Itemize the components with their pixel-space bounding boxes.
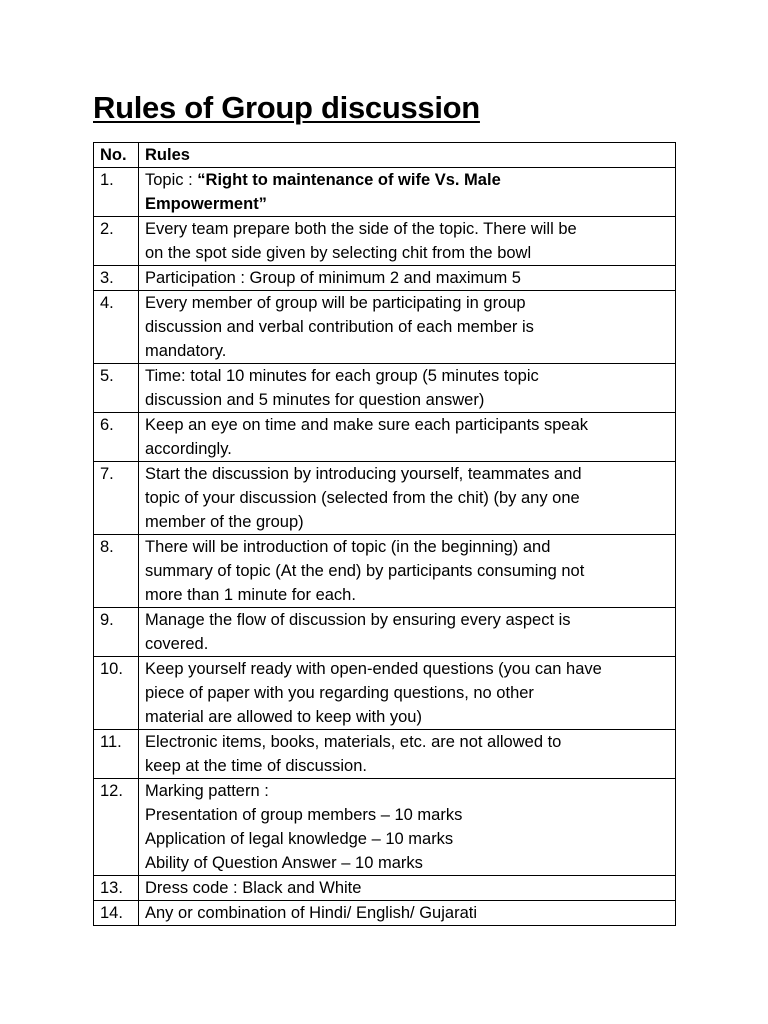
topic-title-line: Empowerment” [145,195,267,213]
rule-text [139,608,676,657]
rule-line: piece of paper with you regarding questions, no other [145,684,534,702]
rule-line: Marking pattern : [145,782,269,800]
rule-line: There will be introduction of topic (in the beginning) and [145,538,551,556]
rule-line: Keep yourself ready with open-ended questions (you can have [145,660,602,678]
rule-line: accordingly. [145,440,232,458]
table-header-row [94,143,676,168]
rule-line: Time: total 10 minutes for each group (5 minutes topic [145,367,539,385]
rule-number: 1. [94,168,139,217]
rule-line: keep at the time of discussion. [145,757,367,775]
table-row [94,462,676,535]
column-header-no: No. [94,143,139,168]
rule-text [139,876,676,901]
rule-text [139,364,676,413]
table-row [94,266,676,291]
rule-line: member of the group) [145,513,304,531]
topic-prefix: Topic : [145,171,198,189]
rule-text [139,462,676,535]
rule-line: discussion and 5 minutes for question answer) [145,391,485,409]
table-row [94,217,676,266]
rule-line: mandatory. [145,342,227,360]
rule-line: Application of legal knowledge – 10 marks [145,830,454,848]
rule-number: 12. [94,779,139,876]
rule-line: topic of your discussion (selected from the chit) (by any one [145,489,580,507]
table-row [94,608,676,657]
rule-line: discussion and verbal contribution of each member is [145,318,534,336]
table-row [94,535,676,608]
rule-number: 7. [94,462,139,535]
table-row [94,364,676,413]
rule-line: covered. [145,635,209,653]
topic-title-line: “Right to maintenance of wife Vs. Male [197,171,501,189]
rule-text [139,901,676,926]
rule-number: 2. [94,217,139,266]
rule-line: Electronic items, books, materials, etc. are not allowed to [145,733,562,751]
rule-number: 13. [94,876,139,901]
rule-line: material are allowed to keep with you) [145,708,422,726]
rule-line: Every member of group will be participating in group [145,294,526,312]
rule-line: Every team prepare both the side of the topic. There will be [145,220,577,238]
rule-text [139,217,676,266]
rule-number: 14. [94,901,139,926]
table-row [94,901,676,926]
rule-number: 5. [94,364,139,413]
rule-text [139,779,676,876]
column-header-rules: Rules [139,143,676,168]
rule-text [139,168,676,217]
rule-line: Dress code : Black and White [145,879,362,897]
rule-text [139,413,676,462]
rule-line: Manage the flow of discussion by ensuring every aspect is [145,611,571,629]
rule-number: 4. [94,291,139,364]
table-row [94,168,676,217]
table-row [94,730,676,779]
table-row [94,657,676,730]
rule-text [139,291,676,364]
page-title: Rules of Group discussion [93,90,480,125]
rule-number: 6. [94,413,139,462]
rule-line: Presentation of group members – 10 marks [145,806,463,824]
table-row [94,876,676,901]
rule-line: on the spot side given by selecting chit from the bowl [145,244,532,262]
rule-line: Participation : Group of minimum 2 and maximum 5 [145,269,521,287]
rule-number: 8. [94,535,139,608]
rule-number: 10. [94,657,139,730]
rule-line: Keep an eye on time and make sure each participants speak [145,416,589,434]
rule-line: Ability of Question Answer – 10 marks [145,854,423,872]
rule-text [139,535,676,608]
table-row [94,291,676,364]
rule-text [139,266,676,291]
rules-table [93,142,676,926]
rule-number: 9. [94,608,139,657]
rule-line: Start the discussion by introducing yourself, teammates and [145,465,582,483]
rule-line: summary of topic (At the end) by participants consuming not [145,562,585,580]
rule-number: 11. [94,730,139,779]
table-row [94,413,676,462]
table-row [94,779,676,876]
rule-text [139,657,676,730]
rule-text [139,730,676,779]
rule-number: 3. [94,266,139,291]
rule-line: more than 1 minute for each. [145,586,356,604]
rule-line: Any or combination of Hindi/ English/ Gujarati [145,904,477,922]
